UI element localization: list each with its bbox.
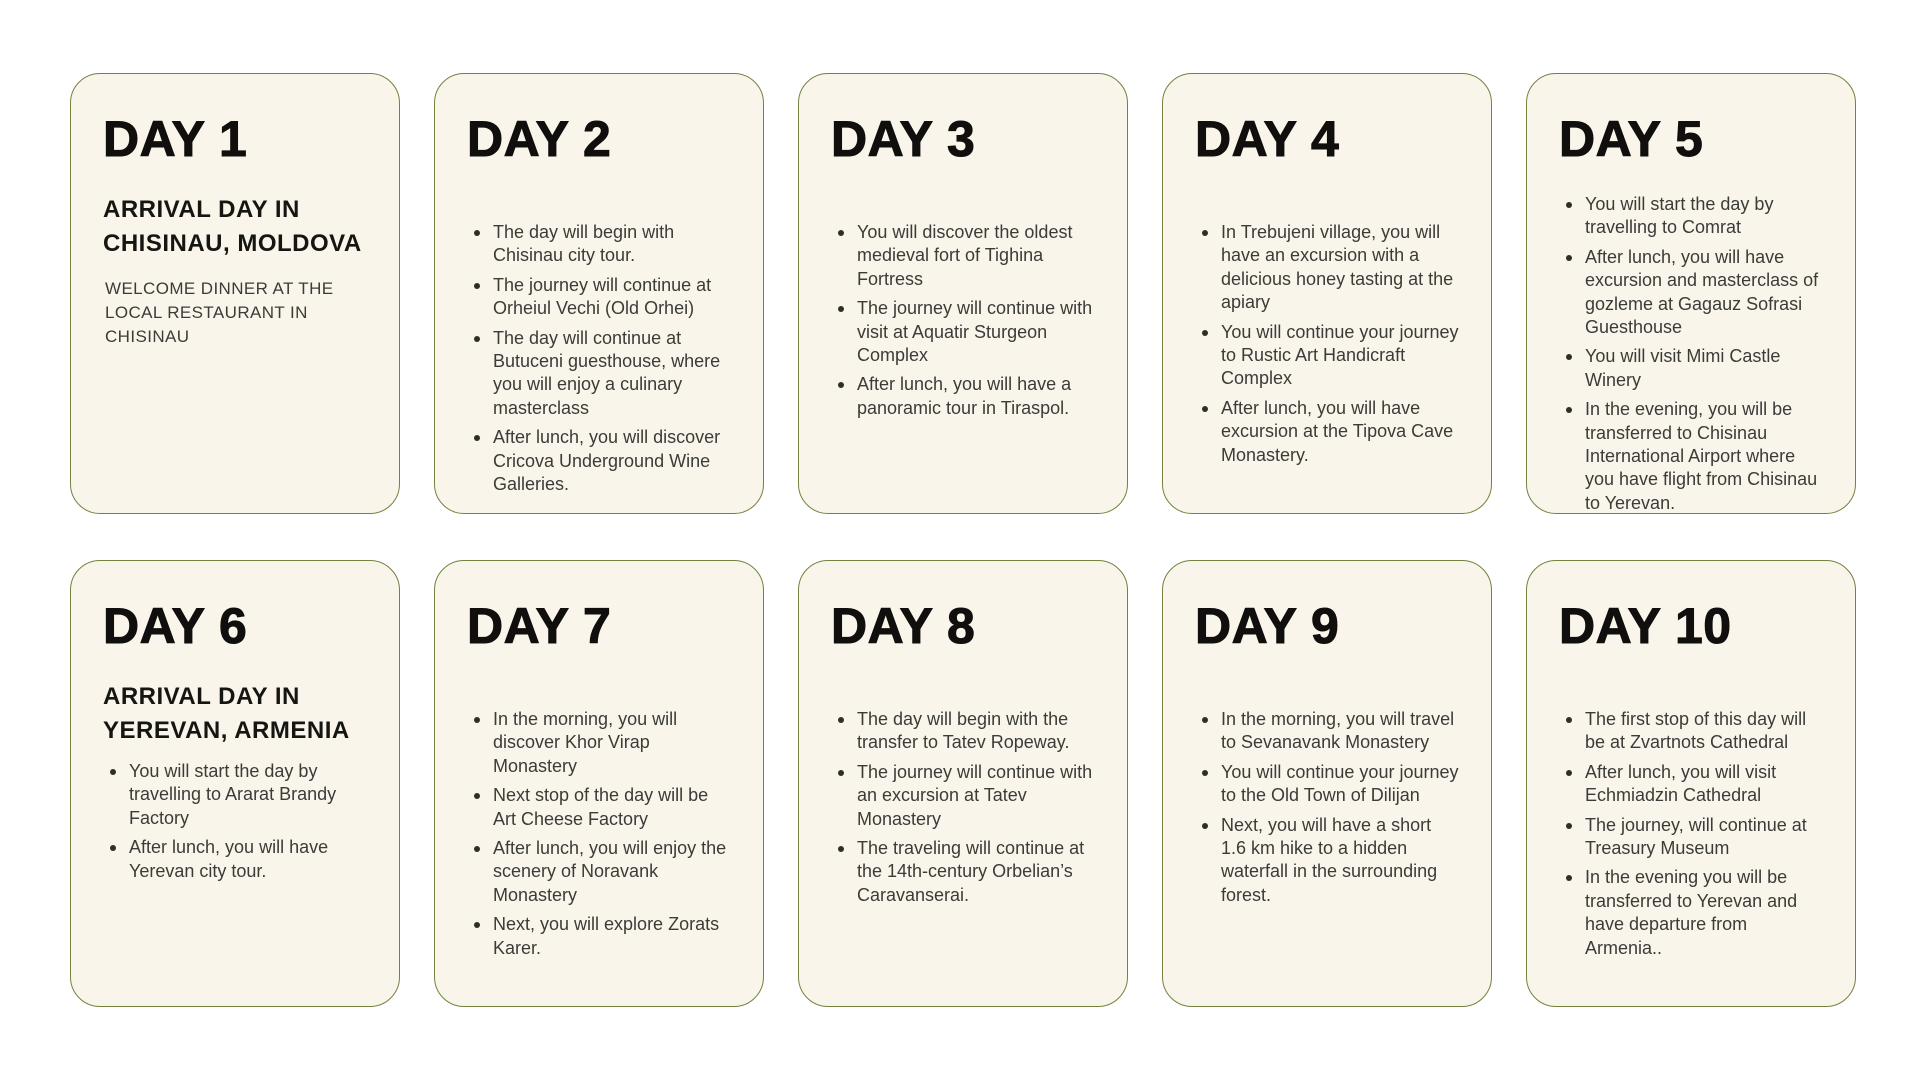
bullet-item: You will start the day by travelling to Ararat Brandy Factory: [103, 760, 367, 830]
bullet-item: You will continue your journey to Rustic Art Handicraft Complex: [1195, 321, 1459, 391]
bullet-item: Next, you will have a short 1.6 km hike to a hidden waterfall in the surrounding forest.: [1195, 814, 1459, 908]
bullet-item: Next, you will explore Zorats Karer.: [467, 913, 731, 960]
bullet-item: Next stop of the day will be Art Cheese Factory: [467, 784, 731, 831]
day-activities: [831, 221, 1095, 420]
day-title: DAY 7: [467, 598, 612, 654]
day-card-1: [70, 73, 400, 514]
day-subtitle: ARRIVAL DAY IN YEREVAN, ARMENIA: [103, 683, 350, 744]
day-card-9: [1162, 560, 1492, 1007]
day-title: DAY 6: [103, 598, 248, 654]
day-card-3: [798, 73, 1128, 514]
day-card-8: [798, 560, 1128, 1007]
day-activities: [1195, 221, 1459, 467]
day-activities: [1559, 193, 1823, 514]
day-title: DAY 5: [1559, 111, 1704, 167]
bullet-item: After lunch, you will enjoy the scenery of Noravank Monastery: [467, 837, 731, 907]
bullet-item: The day will begin with the transfer to Tatev Ropeway.: [831, 708, 1095, 755]
day-card-2: [434, 73, 764, 514]
bullet-item: The first stop of this day will be at Zvartnots Cathedral: [1559, 708, 1823, 755]
day-title: DAY 2: [467, 111, 612, 167]
bullet-item: In the morning, you will discover Khor Virap Monastery: [467, 708, 731, 778]
day-card-6: [70, 560, 400, 1007]
bullet-item: The day will begin with Chisinau city tour.: [467, 221, 731, 268]
bullet-item: In Trebujeni village, you will have an excursion with a delicious honey tasting at the apiary: [1195, 221, 1459, 315]
day-activities: [467, 221, 731, 496]
bullet-item: The traveling will continue at the 14th-century Orbelian’s Caravanserai.: [831, 837, 1095, 907]
day-card-10: [1526, 560, 1856, 1007]
day-card-4: [1162, 73, 1492, 514]
bullet-item: After lunch, you will have a panoramic tour in Tiraspol.: [831, 373, 1095, 420]
day-activities: [831, 708, 1095, 907]
bullet-item: The journey will continue with visit at Aquatir Sturgeon Complex: [831, 297, 1095, 367]
bullet-item: You will continue your journey to the Old Town of Dilijan: [1195, 761, 1459, 808]
bullet-item: You will start the day by travelling to Comrat: [1559, 193, 1823, 240]
bullet-item: After lunch, you will have excursion at the Tipova Cave Monastery.: [1195, 397, 1459, 467]
bullet-item: The day will continue at Butuceni guesthouse, where you will enjoy a culinary masterclass: [467, 327, 731, 421]
day-activities: [467, 708, 731, 960]
day-title: DAY 3: [831, 111, 976, 167]
day-title: DAY 10: [1559, 598, 1732, 654]
bullet-item: The journey will continue with an excursion at Tatev Monastery: [831, 761, 1095, 831]
day-subtitle: ARRIVAL DAY IN CHISINAU, MOLDOVA: [103, 196, 362, 257]
bullet-item: You will discover the oldest medieval fort of Tighina Fortress: [831, 221, 1095, 291]
bullet-item: In the evening you will be transferred to Yerevan and have departure from Armenia..: [1559, 866, 1823, 960]
day-title: DAY 8: [831, 598, 976, 654]
day-card-7: [434, 560, 764, 1007]
day-activities: [1195, 708, 1459, 907]
bullet-item: You will visit Mimi Castle Winery: [1559, 345, 1823, 392]
day-card-5: [1526, 73, 1856, 514]
bullet-item: The journey, will continue at Treasury Museum: [1559, 814, 1823, 861]
bullet-item: In the morning, you will travel to Sevanavank Monastery: [1195, 708, 1459, 755]
day-title: DAY 9: [1195, 598, 1340, 654]
bullet-item: After lunch, you will discover Cricova Underground Wine Galleries.: [467, 426, 731, 496]
bullet-item: After lunch, you will visit Echmiadzin Cathedral: [1559, 761, 1823, 808]
day-title: DAY 1: [103, 111, 248, 167]
bullet-item: The journey will continue at Orheiul Vechi (Old Orhei): [467, 274, 731, 321]
bullet-item: After lunch, you will have Yerevan city tour.: [103, 836, 367, 883]
day-activities: [1559, 708, 1823, 960]
day-activities: [103, 760, 367, 883]
day-note: WELCOME DINNER AT THE LOCAL RESTAURANT IN CHISINAU: [105, 279, 334, 346]
day-title: DAY 4: [1195, 111, 1340, 167]
bullet-item: In the evening, you will be transferred to Chisinau International Airport where you have flight from Chisinau to Yerevan.: [1559, 398, 1823, 514]
bullet-item: After lunch, you will have excursion and masterclass of gozleme at Gagauz Sofrasi Guesthouse: [1559, 246, 1823, 340]
